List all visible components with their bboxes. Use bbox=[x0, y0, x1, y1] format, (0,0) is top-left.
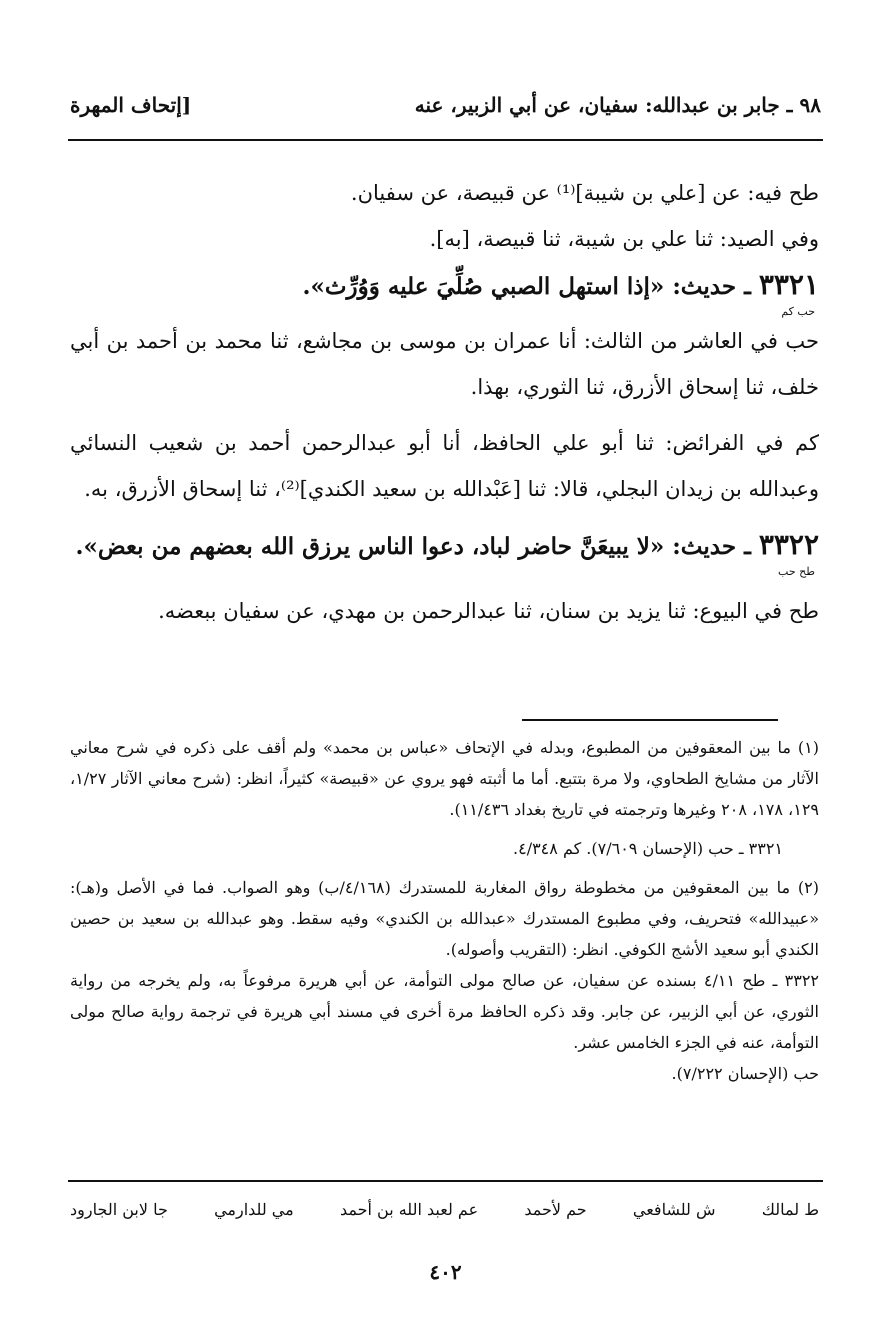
hadith-number: ٣٣٢٢ bbox=[758, 528, 819, 561]
legend-item: جا لابن الجارود bbox=[70, 1200, 168, 1219]
paragraph: طح في البيوع: ثنا يزيد بن سنان، ثنا عبدالرحمن بن مهدي، عن سفيان ببعضه. bbox=[158, 599, 819, 623]
header-chapter-title: ٩٨ ـ جابر بن عبدالله: سفيان، عن أبي الزبير، عنه bbox=[414, 93, 821, 117]
page-number: ٤٠٢ bbox=[429, 1260, 462, 1284]
main-text bbox=[70, 170, 819, 634]
paragraph: طح فيه: عن [علي بن شيبة]⁽¹⁾ عن قبيصة، عن سفيان. bbox=[350, 181, 819, 205]
source-codes: طح حب bbox=[778, 565, 815, 578]
paragraph: كم في الفرائض: ثنا أبو علي الحافظ، أنا أبو عبدالرحمن أحمد بن شعيب النسائي وعبدالله بن زيدان البجلي، قالا: ثنا [عَبْدالله بن سعيد الكندي]⁽²⁾، ثنا إسحاق الأزرق، به. bbox=[70, 431, 819, 501]
footnote-divider bbox=[522, 719, 778, 721]
legend-item: مي للدارمي bbox=[214, 1200, 294, 1219]
source-codes: حب كم bbox=[781, 305, 815, 318]
reference-3322-continued: حب (الإحسان ٧/٢٢٢). bbox=[671, 1064, 819, 1083]
hadith-heading-3322 bbox=[70, 522, 819, 570]
legend-item: حم لأحمد bbox=[524, 1200, 587, 1219]
legend-divider bbox=[68, 1180, 823, 1182]
reference-3322: ٣٣٢٢ ـ طح ٤/١١ بسنده عن سفيان، عن صالح مولى التوأمة، عن أبي هريرة مرفوعاً به، ولم يخرجه من رواية الثوري، عن أبي الزبير، عن جابر. وقد ذكره الحافظ مرة أخرى في مسند أبي هريرة في ترجمة رواية صالح مولى التوأمة، عنه في الجزء الخامس عشر. bbox=[70, 971, 819, 1052]
paragraph: وفي الصيد: ثنا علي بن شيبة، ثنا قبيصة، [به]. bbox=[429, 227, 819, 251]
hadith-number: ٣٣٢١ bbox=[758, 268, 819, 301]
paragraph: حب في العاشر من الثالث: أنا عمران بن موسى بن مجاشع، ثنا محمد بن أحمد بن أبي خلف، ثنا إسحاق الأزرق، ثنا الثوري، بهذا. bbox=[70, 329, 819, 399]
legend-item: عم لعبد الله بن أحمد bbox=[339, 1200, 479, 1219]
hadith-heading-3321 bbox=[70, 262, 819, 310]
legend-item: ش للشافعي bbox=[632, 1200, 716, 1219]
hadith-text: ـ حديث: «إذا استهل الصبي صُلِّيَ عليه وَوُرِّث». bbox=[302, 273, 751, 300]
footnote-2: (٢) ما بين المعقوفين من مخطوطة رواق المغاربة للمستدرك (٤/١٦٨/ب) وهو الصواب. فما في الأصل و(هـ): «عبيدالله» فتحريف، وفي مطبوع المستدرك «عبدالله بن الكندي» وفيه سقط. وهو عبدالله بن سعيد بن حصين الكندي أبو سعيد الأشج الكوفي. انظر: (التقريب وأصوله). bbox=[70, 878, 820, 959]
header-book-title: [إتحاف المهرة bbox=[70, 93, 192, 117]
abbreviation-legend bbox=[70, 1200, 819, 1228]
footnote-1: (١) ما بين المعقوفين من المطبوع، وبدله في الإتحاف «عباس بن محمد» ولم أقف على ذكره في شرح معاني الآثار من مشايخ الطحاوي، ولا مرة بتتبع. أما ما أثبته فهو يروي عن «قبيصة» كثيراً، انظر: (شرح معاني الآثار ١/٢٧، ١٢٩، ١٧٨، ٢٠٨ وغيرها وترجمته في تاريخ بغداد ١١/٤٣٦). bbox=[70, 738, 819, 819]
header-divider bbox=[68, 139, 823, 141]
hadith-text: ـ حديث: «لا يبيعَنَّ حاضر لباد، دعوا الناس يرزق الله بعضهم من بعض». bbox=[75, 533, 751, 560]
running-header bbox=[70, 88, 821, 122]
reference-3321: ٣٣٢١ ـ حب (الإحسان ٧/٦٠٩). كم ٤/٣٤٨. bbox=[513, 839, 783, 858]
legend-item: ط لمالك bbox=[761, 1200, 819, 1219]
footnotes bbox=[70, 732, 819, 1089]
